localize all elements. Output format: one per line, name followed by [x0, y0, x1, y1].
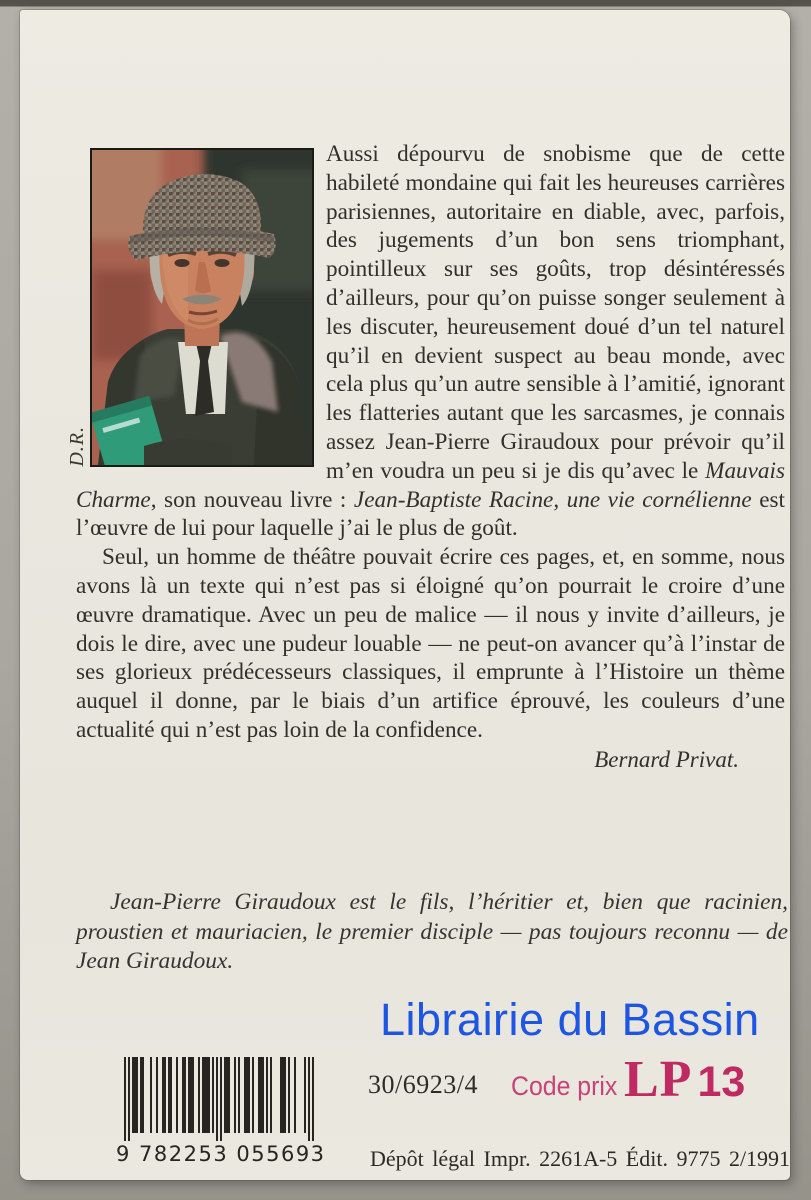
blurb-segment: Aussi dépourvu de snobisme que de cette habileté mondaine qui fait les heureuses carrières parisiennes, autoritaire en diable, avec, parfois, des jugements d’un bon sens triomphant, pointilleux sur ses goûts, trop désintéressés d’ailleurs, pour qu’on puisse songer seulement à les discuter, heureusement doué d’un tel naturel qu’il en devient suspect au beau monde, avec cela plus qu’un autre sensible à l’amitié, ignorant les flatteries autant que les sarcasmes, je connais assez Jean-Pierre Giraudoux pour prévoir qu’il m’en voudra un peu si je dis qu’avec le [326, 141, 785, 484]
blurb-paragraph-2: Seul, un homme de théâtre pouvait écrire ces pages, et, en somme, nous avons là un texte qui n’est pas si éloigné qu’on pourrait le croire d’une œuvre dramatique. Avec un peu de malice — il nous y invite d’ailleurs, je dois le dire, avec une pudeur louable — ne peut-on avancer qu’à l’instar de ses glorieux prédécesseurs classiques, il emprunte à l’Histoire un thème auquel il donne, par le biais d’un artifice éprouvé, les couleurs d’une actualité qui n’est pas loin de la confidence. [76, 544, 785, 743]
portrait-image [92, 150, 312, 465]
barcode-bars [117, 1057, 321, 1141]
barcode-digits: 9 782253 055693 [116, 1142, 326, 1166]
stock-code: 30/6923/4 [368, 1070, 478, 1099]
book-back-cover [20, 10, 790, 1180]
author-note: Jean-Pierre Giraudoux est le fils, l’héritier et, bien que racinien, proustien et mauriacien, le premier disciple — pas toujours reconnu — de Jean Giraudoux. [76, 889, 788, 975]
price-code-value [624, 1050, 745, 1109]
photo-frame [90, 148, 314, 467]
blurb-segment: , son nouveau livre : [150, 486, 354, 513]
signature: Bernard Privat. [594, 746, 739, 772]
price-code-letters: LP [624, 1051, 693, 1108]
barcode [116, 1057, 326, 1166]
price-code-number: 13 [697, 1058, 746, 1106]
photo-credit: D.R. [66, 426, 88, 467]
price-code-label: Code prix [511, 1071, 618, 1101]
blurb-text [66, 140, 785, 775]
portrait-photo [66, 148, 314, 467]
legal-line: Dépôt légal Impr. 2261A-5 Édit. 9775 2/1991 [370, 1146, 791, 1171]
book-title-jean-baptiste-racine: Jean-Baptiste Racine, une vie cornélienne [353, 486, 752, 513]
blurb-segment: est l’œuvre de lui pour laquelle j’ai le plus de goût. [76, 486, 785, 542]
book-title-mauvais-charme: Mauvais Charme [76, 457, 785, 513]
seller-watermark: Librairie du Bassin [380, 994, 760, 1045]
